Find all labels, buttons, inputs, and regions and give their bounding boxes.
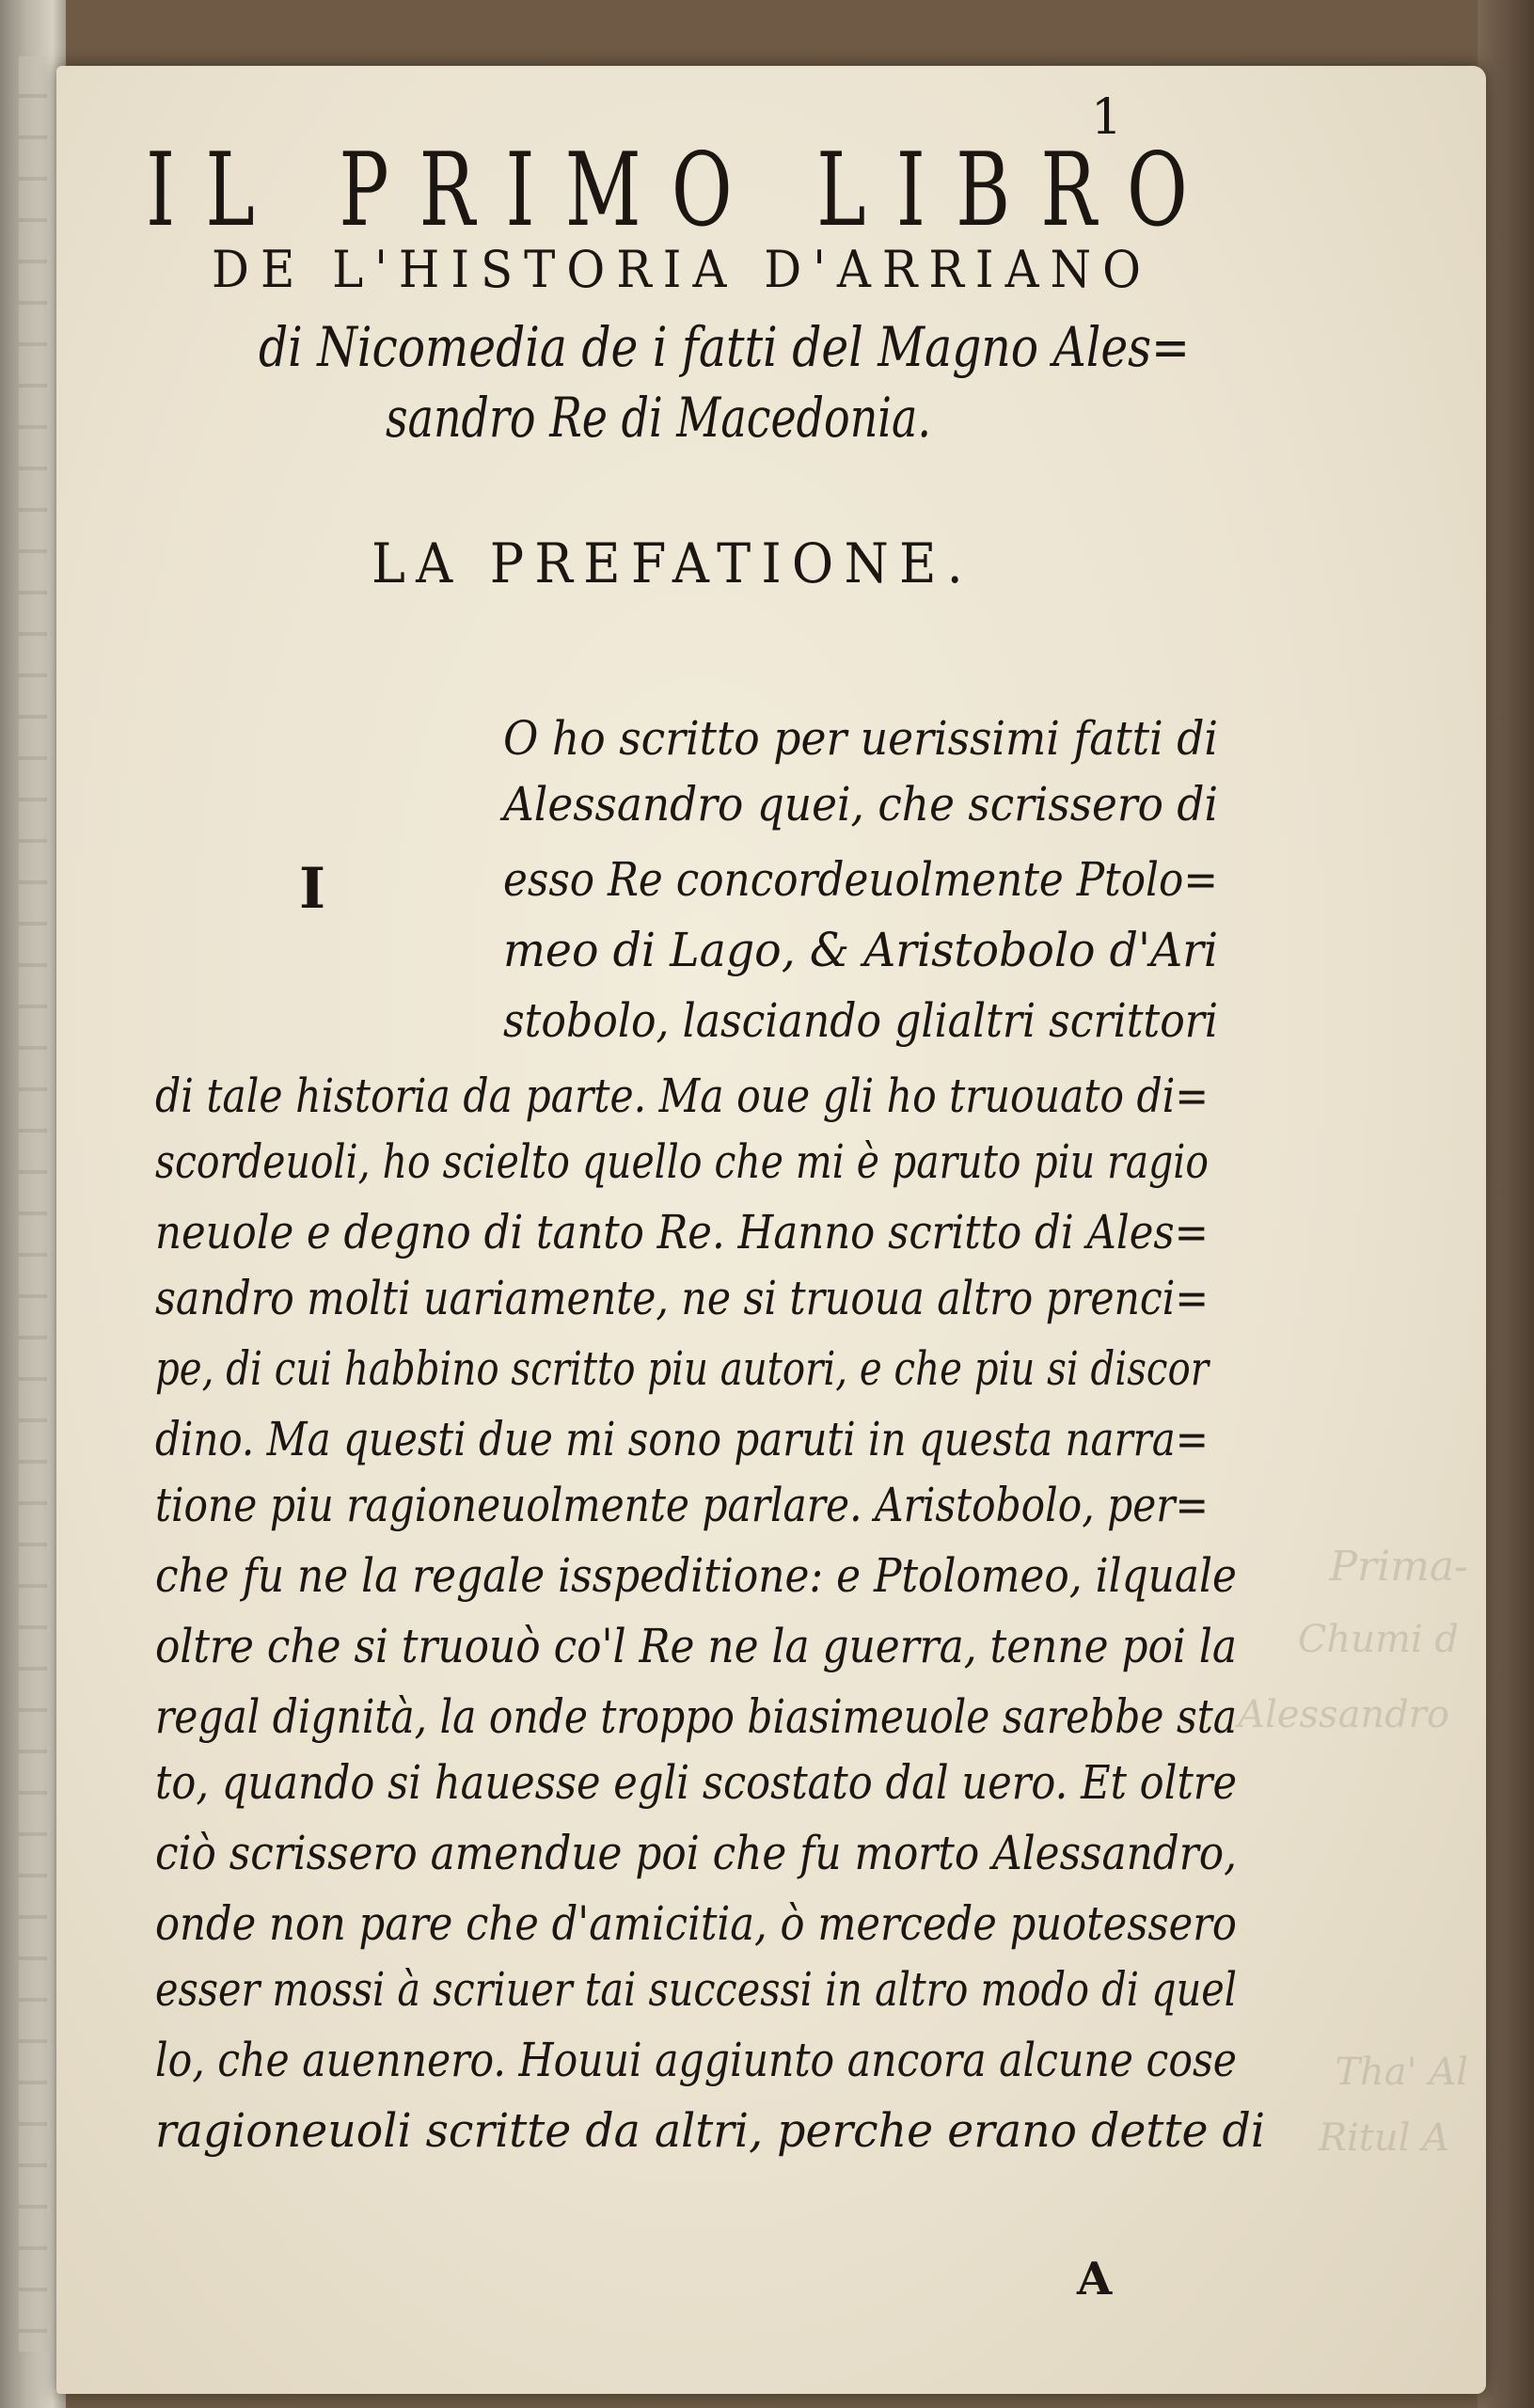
bleed-through-text: Chumi d xyxy=(1297,1618,1459,1661)
bleed-through-text: Alessandro xyxy=(1238,1693,1449,1736)
signature-mark: A xyxy=(1077,2253,1113,2305)
book-subtitle: DE L'HISTORIA D'ARRIANO xyxy=(212,240,1152,299)
body-line: onde non pare che d'amicitia, ò mercede puotessero xyxy=(155,1896,1237,1951)
body-line: esso Re concordeuolmente Ptolo= xyxy=(503,852,1218,907)
body-line: scordeuoli, ho scielto quello che mi è paruto piu ragio xyxy=(155,1134,1209,1189)
body-line: pe, di cui habbino scritto piu autori, e che piu si discor xyxy=(155,1341,1209,1396)
bleed-through-text: Tha' Al xyxy=(1335,2051,1468,2094)
body-line: lo, che auennero. Houui aggiunto ancora alcune cose xyxy=(155,2033,1237,2087)
body-line: esser mossi à scriuer tai successi in altro modo di quel xyxy=(155,1962,1237,2017)
bleed-through-text: Prima- xyxy=(1329,1543,1468,1591)
body-line: neuole e degno di tanto Re. Hanno scritto di Ales= xyxy=(155,1205,1209,1259)
body-line: to, quando si hauesse egli scostato dal uero. Et oltre xyxy=(155,1755,1237,1810)
title-description-line: di Nicomedia de i fatti del Magno Ales= xyxy=(259,315,1190,379)
body-line: dino. Ma questi due mi sono paruti in questa narra= xyxy=(155,1412,1209,1466)
body-line: di tale historia da parte. Ma oue gli ho truouato di= xyxy=(155,1069,1209,1123)
body-line: meo di Lago, & Aristobolo d'Ari xyxy=(503,923,1218,977)
background-shadow xyxy=(1478,0,1534,2408)
marginal-initial: I xyxy=(299,856,326,922)
body-line: tione piu ragioneuolmente parlare. Aristobolo, per= xyxy=(155,1478,1209,1532)
body-line: oltre che si truouò co'l Re ne la guerra, tenne poi la xyxy=(155,1619,1237,1673)
body-line: O ho scritto per uerissimi fatti di xyxy=(503,711,1218,766)
page-number: 1 xyxy=(1091,89,1123,146)
body-line: sandro molti uariamente, ne si truoua altro prenci= xyxy=(155,1271,1209,1325)
section-heading: LA PREFATIONE. xyxy=(372,531,973,595)
body-line: Alessandro quei, che scrissero di xyxy=(503,777,1218,832)
book-title: IL PRIMO LIBRO xyxy=(146,132,1218,249)
title-description-line: sandro Re di Macedonia. xyxy=(386,386,931,450)
body-line: regal dignità, la onde troppo biasimeuole sarebbe sta xyxy=(155,1689,1237,1744)
body-line: stobolo, lasciando glialtri scrittori xyxy=(503,993,1218,1048)
body-line: che fu ne la regale isspeditione: e Ptolomeo, ilquale xyxy=(155,1548,1237,1603)
bleed-through-text: Ritul A xyxy=(1318,2116,1449,2160)
body-line: ciò scrissero amendue poi che fu morto Alessandro, xyxy=(155,1826,1237,1880)
left-page-fore-edge xyxy=(19,56,47,2352)
body-line: ragioneuoli scritte da altri, perche erano dette di xyxy=(155,2103,1265,2158)
